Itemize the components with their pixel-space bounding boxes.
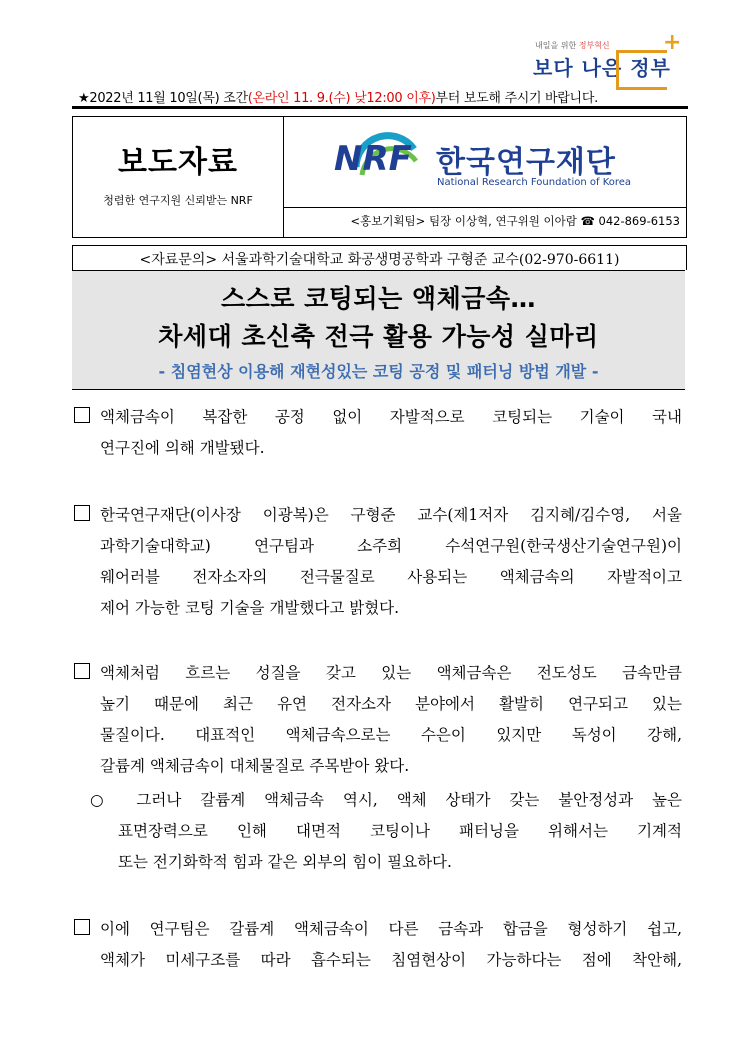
gov-logo-frame <box>616 50 667 90</box>
headline-line-2: 차세대 초신축 전극 활용 가능성 실마리 <box>158 322 599 351</box>
bullet-box-icon <box>74 663 90 679</box>
nrf-logo <box>284 117 686 208</box>
inquiry-box <box>72 245 687 270</box>
gov-logo-plus-icon: + <box>663 30 682 55</box>
nrf-english-name: National Research Foundation of Korea <box>437 177 632 188</box>
sub-paragraph-1: ○ 그러나 갈륨계 액체금속 역시, 액체 상태가 갖는 불안정성과 높은 표면장력으로 인해 대면적 코팅이나 패터닝을 위해서는 기계적 또는 전기화학적 힘과 같은 외부의 힘이 필요하다. <box>90 791 682 871</box>
header-left-cell <box>73 117 284 237</box>
bullet-box-icon <box>74 505 90 521</box>
headline-subtitle: - 침염현상 이용해 재현성있는 코팅 공정 및 패터닝 방법 개발 - <box>158 362 599 381</box>
nrf-letters: NRF <box>334 139 412 179</box>
headline-box <box>72 270 685 390</box>
inquiry-contact: <자료문의> 서울과학기술대학교 화공생명공학과 구형준 교수(02-970-6611) <box>139 252 620 268</box>
pr-contact: <홍보기획팀> 팀장 이상혁, 연구위원 이아람 ☎ 042-869-6153 <box>350 214 680 228</box>
press-release-title: 보도자료 <box>118 145 238 180</box>
nrf-slogan: 청렴한 연구지원 신뢰받는 NRF <box>103 194 253 207</box>
headline-line-1: 스스로 코팅되는 액체금속… <box>220 284 537 313</box>
header-right-cell <box>284 117 686 237</box>
bullet-box-icon <box>74 407 90 423</box>
paragraph-2: 한국연구재단(이사장 이광복)은 구형준 교수(제1저자 김지혜/김수영, 서울 과학기술대학교) 연구팀과 소주희 수석연구원(한국생산기술연구원)이 웨어러블 전자소자의 전극물질로 사용되는 액체금속의 자발적이고 제어 가능한 코팅 기술을 개발했다고 밝혔다. <box>74 500 682 624</box>
header-table <box>72 116 687 238</box>
nrf-korean-name: 한국연구재단 <box>436 145 616 180</box>
embargo-online-time: (온라인 11. 9.(수) 낮12:00 이후) <box>247 91 436 106</box>
bullet-box-icon <box>74 919 90 935</box>
paragraph-3: 액체처럼 흐르는 성질을 갖고 있는 액체금속은 전도성도 금속만큼 높기 때문에 최근 유연 전자소자 분야에서 활발히 연구되고 있는 물질이다. 대표적인 액체금속으로는 수은이 있지만 독성이 강해, 갈륨계 액체금속이 대체물질로 주목받아 왔다. <box>74 658 682 782</box>
gov-logo-name: 보다 나은 정부 <box>533 56 671 80</box>
gov-logo-tagline: 내일을 위한 정부혁신 <box>535 41 610 50</box>
embargo-notice: ★2022년 11월 10일(목) 조간(온라인 11. 9.(수) 낮12:00 이후)부터 보도해 주시기 바랍니다. <box>78 91 598 106</box>
gov-logo-tagline-accent: 정부혁신 <box>578 41 610 50</box>
paragraph-1: 액체금속이 복잡한 공정 없이 자발적으로 코팅되는 기술이 국내 연구진에 의해 개발됐다. <box>74 402 682 464</box>
top-divider <box>72 106 688 109</box>
paragraph-4: 이에 연구팀은 갈륨계 액체금속이 다른 금속과 합금을 형성하기 쉽고, 액체가 미세구조를 따라 흡수되는 침염현상이 가능하다는 점에 착안해, <box>74 914 682 976</box>
